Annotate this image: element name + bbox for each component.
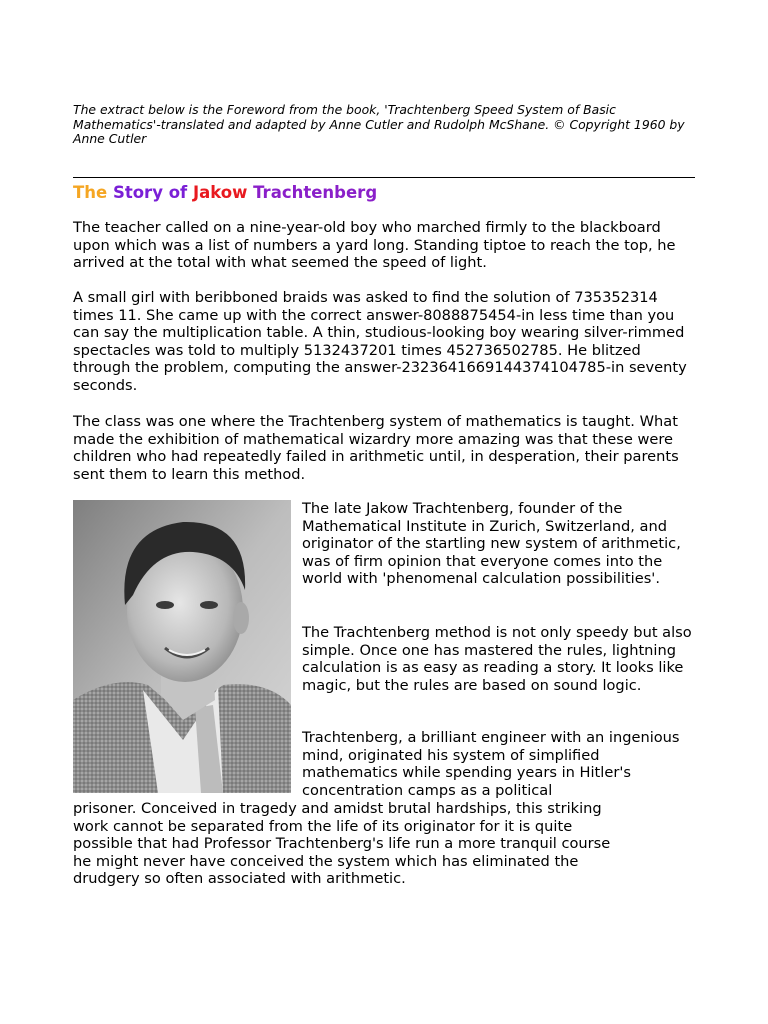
title-word-story-of: Story of — [112, 183, 188, 202]
page-title — [73, 183, 377, 203]
paragraph-small-girl: A small girl with beribboned braids was asked to find the solution of 735352314 times 11. She came up with the correct answer-8088875454-in less time than you can say the multiplication table. A thin, studious-looking boy wearing silver-rimmed spectacles was told to multiply 5132437201 times 452736502785. He blitzed through the problem, computing the answer-2323641669144374104785-in seventy seconds. — [73, 289, 687, 394]
title-word-the: The — [73, 183, 108, 202]
paragraph-late-trachtenberg: The late Jakow Trachtenberg, founder of the Mathematical Institute in Zurich, Switzerland, and originator of the startling new system of arithmetic, was of firm opinion that everyone comes into the world with 'phenomenal calculation possibilities'. — [302, 500, 681, 588]
title-word-jakow: Jakow — [192, 183, 248, 202]
paragraph-method: The Trachtenberg method is not only speedy but also simple. Once one has mastered the rules, lightning calculation is as easy as reading a story. It looks like magic, but the rules are based on sound logic. — [302, 624, 692, 694]
paragraph-teacher: The teacher called on a nine-year-old boy who marched firmly to the blackboard upon which was a list of numbers a yard long. Standing tiptoe to reach the top, he arrived at the total with what seemed the speed of light. — [73, 219, 676, 272]
paragraph-class: The class was one where the Trachtenberg system of mathematics is taught. What made the exhibition of mathematical wizardry more amazing was that these were children who had repeatedly failed in arithmetic until, in desperation, their parents sent them to learn this method. — [73, 413, 679, 483]
portrait-illustration — [73, 500, 291, 793]
portrait-photo — [73, 500, 291, 793]
foreword-note: The extract below is the Foreword from the book, 'Trachtenberg Speed System of Basic Mathematics'-translated and adapted by Anne Cutler and Rudolph McShane. © Copyright 1960 by Anne Cutler — [73, 102, 685, 147]
title-word-trachtenberg: Trachtenberg — [253, 183, 378, 202]
paragraph-engineer-part1: Trachtenberg, a brilliant engineer with an ingenious mind, originated his system of simplified mathematics while spending years in Hitler's concentration camps as a political — [302, 729, 680, 799]
paragraph-engineer-part2: prisoner. Conceived in tragedy and amidst brutal hardships, this striking work cannot be separated from the life of its originator for it is quite possible that had Professor Trachtenberg's life run a more tranquil course he might never have conceived the system which has eliminated the drudgery so often associated with arithmetic. — [73, 800, 611, 888]
horizontal-rule — [73, 177, 695, 178]
